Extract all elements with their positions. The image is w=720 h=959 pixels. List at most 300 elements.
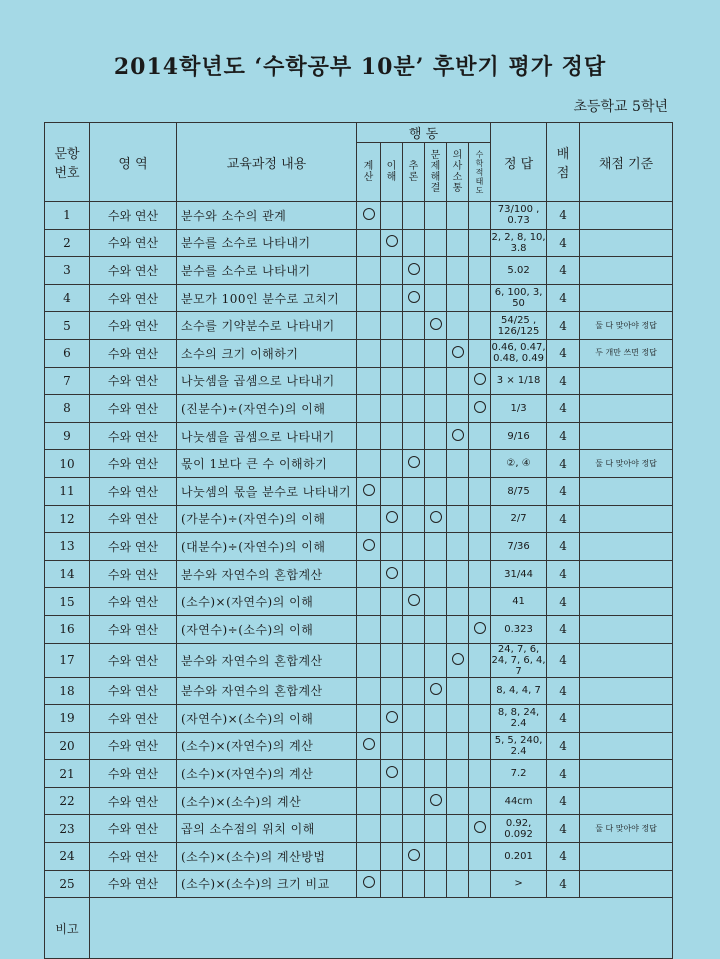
table-row [45, 843, 673, 871]
behavior-cell [357, 533, 381, 561]
circle-mark-icon [430, 511, 442, 523]
behavior-cell [447, 505, 469, 533]
behavior-cell [381, 560, 403, 588]
behavior-cell [447, 870, 469, 898]
behavior-cell [357, 477, 381, 505]
circle-mark-icon [363, 876, 375, 888]
behavior-cell [447, 422, 469, 450]
row-area: 수와 연산 [90, 202, 177, 230]
circle-mark-icon [474, 401, 486, 413]
table-row [45, 284, 673, 312]
row-answer: 7/36 [491, 533, 547, 561]
behavior-cell [425, 257, 447, 285]
circle-mark-icon [474, 622, 486, 634]
row-points: 4 [547, 257, 580, 285]
behavior-cell [469, 643, 491, 677]
row-area: 수와 연산 [90, 339, 177, 367]
row-content: 분수와 소수의 관계 [177, 202, 357, 230]
behavior-cell [469, 450, 491, 478]
row-points: 4 [547, 760, 580, 788]
behavior-cell [425, 815, 447, 843]
row-criteria: 두 개만 쓰면 정답 [580, 339, 673, 367]
behavior-cell [425, 477, 447, 505]
behavior-cell [403, 367, 425, 395]
row-area: 수와 연산 [90, 560, 177, 588]
row-answer: 44cm [491, 787, 547, 815]
row-number: 13 [45, 533, 90, 561]
row-area: 수와 연산 [90, 505, 177, 533]
row-content: 분수와 자연수의 혼합계산 [177, 643, 357, 677]
table-row [45, 257, 673, 285]
circle-mark-icon [408, 456, 420, 468]
behavior-cell [357, 787, 381, 815]
row-criteria [580, 588, 673, 616]
row-points: 4 [547, 533, 580, 561]
row-area: 수와 연산 [90, 284, 177, 312]
row-points: 4 [547, 312, 580, 340]
row-number: 1 [45, 202, 90, 230]
behavior-cell [357, 560, 381, 588]
behavior-cell [447, 843, 469, 871]
row-number: 6 [45, 339, 90, 367]
behavior-cell [403, 477, 425, 505]
remark-label: 비고 [45, 898, 90, 959]
behavior-cell [469, 870, 491, 898]
header-behavior: 행 동 [357, 123, 491, 143]
row-points: 4 [547, 284, 580, 312]
row-number: 12 [45, 505, 90, 533]
circle-mark-icon [386, 711, 398, 723]
behavior-cell [447, 533, 469, 561]
row-answer: 0.201 [491, 843, 547, 871]
row-criteria: 둘 다 맞아야 정답 [580, 450, 673, 478]
behavior-cell [381, 760, 403, 788]
row-content: (자연수)÷(소수)의 이해 [177, 615, 357, 643]
row-answer: 9/16 [491, 422, 547, 450]
row-answer: 24, 7, 6, 24, 7, 6, 4, 7 [491, 643, 546, 677]
row-answer: 8, 4, 4, 7 [491, 677, 547, 705]
row-content: (대분수)÷(자연수)의 이해 [177, 533, 357, 561]
behavior-cell [447, 477, 469, 505]
row-number: 23 [45, 815, 90, 843]
behavior-cell [357, 732, 381, 760]
circle-mark-icon [386, 567, 398, 579]
row-points: 4 [547, 732, 580, 760]
table-row [45, 533, 673, 561]
row-criteria [580, 284, 673, 312]
behavior-cell [357, 760, 381, 788]
circle-mark-icon [474, 821, 486, 833]
behavior-cell [357, 643, 381, 677]
behavior-cell [381, 284, 403, 312]
row-number: 22 [45, 787, 90, 815]
row-content: (소수)×(소수)의 계산 [177, 787, 357, 815]
behavior-cell [469, 615, 491, 643]
circle-mark-icon [408, 291, 420, 303]
behavior-cell [403, 505, 425, 533]
row-points: 4 [547, 505, 580, 533]
row-points: 4 [547, 677, 580, 705]
row-points: 4 [547, 787, 580, 815]
row-criteria [580, 787, 673, 815]
behavior-cell [381, 732, 403, 760]
table-row [45, 339, 673, 367]
behavior-cell [357, 677, 381, 705]
behavior-cell [381, 339, 403, 367]
row-criteria [580, 732, 673, 760]
circle-mark-icon [386, 235, 398, 247]
row-number: 18 [45, 677, 90, 705]
row-area: 수와 연산 [90, 643, 177, 677]
row-number: 15 [45, 588, 90, 616]
behavior-cell [357, 367, 381, 395]
behavior-cell [447, 257, 469, 285]
row-number: 9 [45, 422, 90, 450]
row-content: (진분수)÷(자연수)의 이해 [177, 395, 357, 423]
row-criteria [580, 615, 673, 643]
page-title: 2014학년도 ‘수학공부 10분’ 후반기 평가 정답 [113, 54, 607, 80]
behavior-cell [357, 843, 381, 871]
table-row [45, 395, 673, 423]
row-answer: 54/25 , 126/125 [491, 312, 547, 340]
behavior-cell [425, 284, 447, 312]
row-criteria [580, 677, 673, 705]
behavior-cell [403, 787, 425, 815]
behavior-cell [469, 284, 491, 312]
behavior-cell [403, 843, 425, 871]
circle-mark-icon [363, 738, 375, 750]
row-answer: 0.92, 0.092 [491, 815, 547, 843]
row-criteria [580, 477, 673, 505]
row-criteria [580, 560, 673, 588]
row-criteria: 둘 다 맞아야 정답 [580, 312, 673, 340]
answer-table [44, 122, 673, 959]
circle-mark-icon [430, 794, 442, 806]
behavior-cell [469, 229, 491, 257]
table-row [45, 705, 673, 733]
behavior-cell [469, 422, 491, 450]
row-number: 7 [45, 367, 90, 395]
behavior-cell [447, 367, 469, 395]
row-area: 수와 연산 [90, 450, 177, 478]
behavior-cell [425, 450, 447, 478]
table-row [45, 643, 673, 677]
behavior-cell [357, 312, 381, 340]
row-content: 분수를 소수로 나타내기 [177, 229, 357, 257]
behavior-cell [447, 615, 469, 643]
row-points: 4 [547, 450, 580, 478]
row-criteria [580, 705, 673, 733]
behavior-cell [469, 312, 491, 340]
row-number: 8 [45, 395, 90, 423]
row-points: 4 [547, 643, 580, 677]
row-answer: 0.46, 0.47, 0.48, 0.49 [491, 339, 547, 367]
behavior-cell [425, 760, 447, 788]
row-content: 나눗셈을 곱셈으로 나타내기 [177, 422, 357, 450]
row-answer: 7.2 [491, 760, 547, 788]
behavior-cell [357, 395, 381, 423]
row-area: 수와 연산 [90, 229, 177, 257]
row-content: 소수를 기약분수로 나타내기 [177, 312, 357, 340]
behavior-cell [425, 312, 447, 340]
behavior-cell [425, 202, 447, 230]
behavior-cell [403, 339, 425, 367]
behavior-cell [357, 257, 381, 285]
behavior-cell [403, 705, 425, 733]
row-points: 4 [547, 477, 580, 505]
behavior-cell [469, 533, 491, 561]
row-area: 수와 연산 [90, 787, 177, 815]
circle-mark-icon [408, 849, 420, 861]
behavior-cell [381, 422, 403, 450]
behavior-cell [381, 257, 403, 285]
behavior-cell [425, 677, 447, 705]
table-row [45, 787, 673, 815]
table-row [45, 450, 673, 478]
circle-mark-icon [452, 653, 464, 665]
circle-mark-icon [363, 539, 375, 551]
behavior-cell [469, 257, 491, 285]
row-content: (소수)×(소수)의 크기 비교 [177, 870, 357, 898]
behavior-cell [447, 705, 469, 733]
row-points: 4 [547, 843, 580, 871]
behavior-cell [381, 367, 403, 395]
row-answer: 3 × 1/18 [491, 367, 547, 395]
behavior-cell [381, 588, 403, 616]
behavior-cell [469, 760, 491, 788]
row-area: 수와 연산 [90, 815, 177, 843]
behavior-cell [447, 787, 469, 815]
row-number: 10 [45, 450, 90, 478]
row-number: 17 [45, 643, 90, 677]
table-row [45, 367, 673, 395]
table-row [45, 815, 673, 843]
row-number: 5 [45, 312, 90, 340]
circle-mark-icon [363, 484, 375, 496]
behavior-cell [447, 643, 469, 677]
behavior-cell [469, 560, 491, 588]
behavior-cell [469, 705, 491, 733]
row-content: 소수의 크기 이해하기 [177, 339, 357, 367]
row-criteria [580, 760, 673, 788]
behavior-cell [403, 732, 425, 760]
header-behavior-item: 수학적태도 [469, 143, 491, 202]
row-content: (소수)×(자연수)의 이해 [177, 588, 357, 616]
row-area: 수와 연산 [90, 760, 177, 788]
behavior-cell [469, 732, 491, 760]
behavior-cell [469, 677, 491, 705]
row-criteria [580, 367, 673, 395]
behavior-cell [381, 787, 403, 815]
behavior-cell [403, 560, 425, 588]
row-answer: 73/100 , 0.73 [491, 202, 547, 230]
header-behavior-item: 이해 [381, 143, 403, 202]
row-content: (소수)×(소수)의 계산방법 [177, 843, 357, 871]
behavior-cell [425, 732, 447, 760]
behavior-cell [469, 588, 491, 616]
row-points: 4 [547, 560, 580, 588]
circle-mark-icon [386, 511, 398, 523]
row-content: 곱의 소수점의 위치 이해 [177, 815, 357, 843]
row-content: 나눗셈을 곱셈으로 나타내기 [177, 367, 357, 395]
behavior-cell [381, 229, 403, 257]
row-area: 수와 연산 [90, 312, 177, 340]
table-row [45, 588, 673, 616]
behavior-cell [447, 732, 469, 760]
table-row [45, 505, 673, 533]
behavior-cell [403, 284, 425, 312]
behavior-cell [447, 339, 469, 367]
row-points: 4 [547, 202, 580, 230]
behavior-cell [381, 533, 403, 561]
row-content: (자연수)×(소수)의 이해 [177, 705, 357, 733]
circle-mark-icon [430, 683, 442, 695]
behavior-cell [381, 705, 403, 733]
circle-mark-icon [430, 318, 442, 330]
row-area: 수와 연산 [90, 533, 177, 561]
row-content: 분수를 소수로 나타내기 [177, 257, 357, 285]
row-criteria [580, 643, 673, 677]
row-number: 11 [45, 477, 90, 505]
circle-mark-icon [363, 208, 375, 220]
behavior-cell [403, 615, 425, 643]
row-criteria [580, 257, 673, 285]
table-row [45, 477, 673, 505]
circle-mark-icon [474, 373, 486, 385]
behavior-cell [357, 422, 381, 450]
row-criteria [580, 870, 673, 898]
behavior-cell [357, 705, 381, 733]
row-answer: 5, 5, 240, 2.4 [491, 732, 547, 760]
behavior-cell [357, 202, 381, 230]
header-criteria: 채점 기준 [580, 123, 673, 202]
behavior-cell [357, 615, 381, 643]
table-row [45, 312, 673, 340]
behavior-cell [381, 477, 403, 505]
row-criteria [580, 533, 673, 561]
behavior-cell [469, 202, 491, 230]
behavior-cell [425, 643, 447, 677]
header-number: 문항 번호 [45, 123, 90, 202]
row-area: 수와 연산 [90, 477, 177, 505]
behavior-cell [425, 395, 447, 423]
row-answer: 1/3 [491, 395, 547, 423]
behavior-cell [469, 367, 491, 395]
behavior-cell [469, 815, 491, 843]
behavior-cell [425, 615, 447, 643]
behavior-cell [403, 202, 425, 230]
behavior-cell [357, 505, 381, 533]
row-points: 4 [547, 615, 580, 643]
behavior-cell [403, 643, 425, 677]
behavior-cell [425, 560, 447, 588]
behavior-cell [425, 870, 447, 898]
behavior-cell [447, 395, 469, 423]
table-row [45, 560, 673, 588]
behavior-cell [469, 339, 491, 367]
behavior-cell [357, 450, 381, 478]
behavior-cell [447, 450, 469, 478]
behavior-cell [447, 760, 469, 788]
row-number: 20 [45, 732, 90, 760]
row-area: 수와 연산 [90, 870, 177, 898]
row-content: (소수)×(자연수)의 계산 [177, 732, 357, 760]
circle-mark-icon [408, 594, 420, 606]
row-answer: ②, ④ [491, 450, 547, 478]
row-number: 3 [45, 257, 90, 285]
row-answer: 31/44 [491, 560, 547, 588]
behavior-cell [425, 705, 447, 733]
header-points: 배 점 [547, 123, 580, 202]
table-row [45, 760, 673, 788]
row-content: 나눗셈의 몫을 분수로 나타내기 [177, 477, 357, 505]
table-row [45, 229, 673, 257]
behavior-cell [447, 284, 469, 312]
row-answer: 8, 8, 24, 2.4 [491, 705, 547, 733]
row-area: 수와 연산 [90, 615, 177, 643]
header-area: 영 역 [90, 123, 177, 202]
row-area: 수와 연산 [90, 843, 177, 871]
row-number: 21 [45, 760, 90, 788]
row-answer: 5.02 [491, 257, 547, 285]
row-number: 25 [45, 870, 90, 898]
behavior-cell [403, 815, 425, 843]
table-row [45, 870, 673, 898]
behavior-cell [403, 677, 425, 705]
table-row [45, 677, 673, 705]
behavior-cell [425, 588, 447, 616]
behavior-cell [447, 815, 469, 843]
row-area: 수와 연산 [90, 395, 177, 423]
row-content: 몫이 1보다 큰 수 이해하기 [177, 450, 357, 478]
header-behavior-item: 의사소통 [447, 143, 469, 202]
row-content: (소수)×(자연수)의 계산 [177, 760, 357, 788]
row-points: 4 [547, 339, 580, 367]
table-row [45, 422, 673, 450]
header-answer: 정 답 [491, 123, 547, 202]
behavior-cell [425, 843, 447, 871]
behavior-cell [381, 395, 403, 423]
behavior-cell [469, 787, 491, 815]
row-points: 4 [547, 422, 580, 450]
row-number: 19 [45, 705, 90, 733]
row-answer: > [491, 870, 547, 898]
behavior-cell [425, 533, 447, 561]
behavior-cell [381, 643, 403, 677]
row-criteria [580, 229, 673, 257]
row-area: 수와 연산 [90, 257, 177, 285]
behavior-cell [447, 677, 469, 705]
header-behavior-item: 문제해결 [425, 143, 447, 202]
behavior-cell [357, 339, 381, 367]
row-area: 수와 연산 [90, 422, 177, 450]
behavior-cell [381, 843, 403, 871]
behavior-cell [425, 787, 447, 815]
behavior-cell [425, 367, 447, 395]
row-criteria: 둘 다 맞아야 정답 [580, 815, 673, 843]
row-area: 수와 연산 [90, 677, 177, 705]
behavior-cell [403, 870, 425, 898]
row-content: 분모가 100인 분수로 고치기 [177, 284, 357, 312]
behavior-cell [469, 395, 491, 423]
row-answer: 2, 2, 8, 10, 3.8 [491, 229, 547, 257]
behavior-cell [381, 312, 403, 340]
behavior-cell [381, 450, 403, 478]
behavior-cell [381, 870, 403, 898]
row-number: 4 [45, 284, 90, 312]
row-points: 4 [547, 815, 580, 843]
circle-mark-icon [452, 346, 464, 358]
